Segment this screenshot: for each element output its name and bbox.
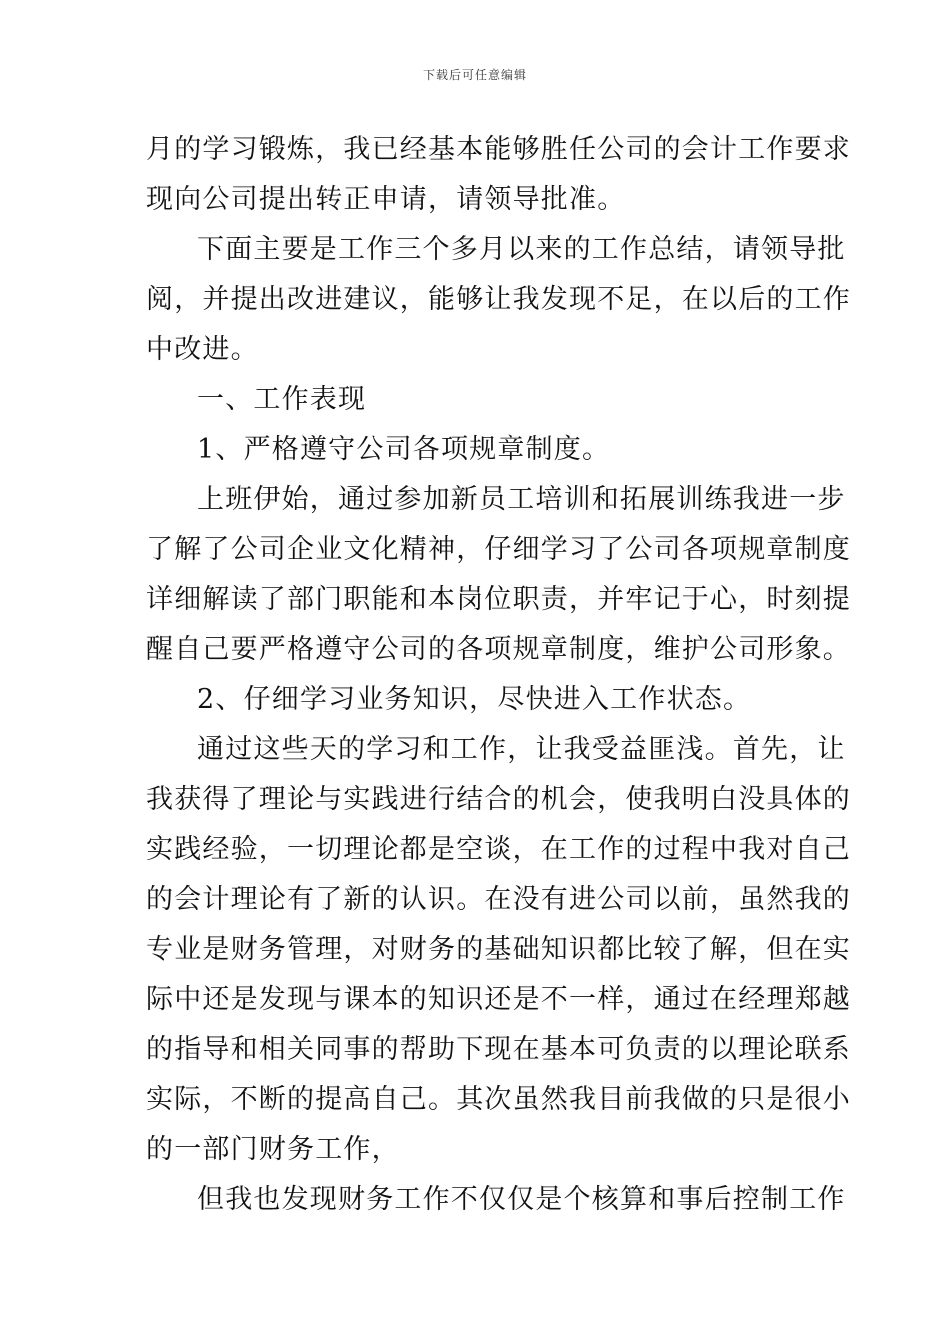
body-line: 月的学习锻炼，我已经基本能够胜任公司的会计工作要求 bbox=[146, 134, 851, 165]
paragraph-line: 通过这些天的学习和工作，让我受益匪浅。首先，让 bbox=[197, 734, 846, 765]
body-line: 的会计理论有了新的认识。在没有进公司以前，虽然我的 bbox=[146, 884, 851, 915]
body-line: 醒自己要严格遵守公司的各项规章制度，维护公司形象。 bbox=[146, 634, 851, 665]
body-line: 阅，并提出改进建议，能够让我发现不足，在以后的工作 bbox=[146, 284, 851, 315]
section-heading: 一、工作表现 bbox=[197, 384, 367, 415]
paragraph-line: 但我也发现财务工作不仅仅是个核算和事后控制工作 bbox=[197, 1184, 846, 1215]
body-line: 现向公司提出转正申请，请领导批准。 bbox=[146, 184, 626, 215]
body-line: 中改进。 bbox=[146, 334, 259, 365]
body-line: 实际，不断的提高自己。其次虽然我目前我做的只是很小 bbox=[146, 1084, 851, 1115]
body-line: 了解了公司企业文化精神，仔细学习了公司各项规章制度 bbox=[146, 534, 851, 565]
paragraph-line: 下面主要是工作三个多月以来的工作总结，请领导批 bbox=[197, 234, 846, 265]
body-line: 的一部门财务工作， bbox=[146, 1134, 400, 1165]
page-header-note: 下载后可任意编辑 bbox=[422, 68, 527, 82]
paragraph-line: 上班伊始，通过参加新员工培训和拓展训练我进一步 bbox=[197, 484, 846, 515]
body-line: 专业是财务管理，对财务的基础知识都比较了解，但在实 bbox=[146, 934, 851, 965]
subsection-heading: 1、严格遵守公司各项规章制度。 bbox=[197, 434, 611, 465]
body-line: 详细解读了部门职能和本岗位职责，并牢记于心，时刻提 bbox=[146, 584, 851, 615]
body-line: 际中还是发现与课本的知识还是不一样，通过在经理郑越 bbox=[146, 984, 851, 1015]
body-line: 的指导和相关同事的帮助下现在基本可负责的以理论联系 bbox=[146, 1034, 851, 1065]
body-line: 实践经验，一切理论都是空谈，在工作的过程中我对自己 bbox=[146, 834, 851, 865]
body-line: 我获得了理论与实践进行结合的机会，使我明白没具体的 bbox=[146, 784, 851, 815]
subsection-heading: 2、仔细学习业务知识，尽快进入工作状态。 bbox=[197, 684, 752, 715]
